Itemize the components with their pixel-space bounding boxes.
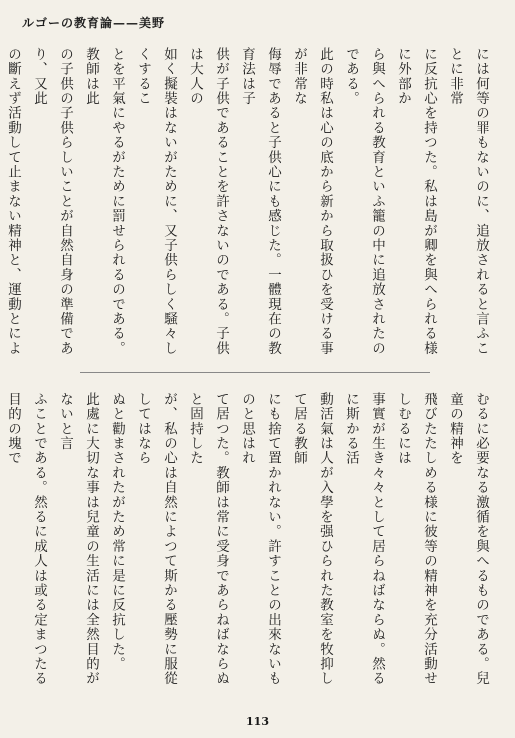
text-column: に反抗心を持つた。私は島が卿を與へられる様に外部か [395, 47, 437, 356]
text-column: ら與へられる教育といふ籠の中に追放されたのである。 [343, 47, 385, 356]
text-column: の斷えず活動して止まない精神と、運動とによ [5, 47, 21, 356]
text-column: 如く擬裝はないがために、又子供らしく騒々しくするこ [135, 47, 177, 356]
text-column: 事實が生き々々として居らねばならぬ。然るに斯かる活 [343, 392, 385, 686]
text-column: ぬと勸まされたがため常に是に反抗した。 [109, 392, 125, 672]
text-column: 侮辱であると子供心にも感じた。一體現在の教育法は子 [239, 47, 281, 356]
text-column: 供が子供であることを許さないのである。子供は大人の [187, 47, 229, 356]
lower-text-block [5, 392, 494, 697]
text-column: 動活氣は人が入學を强ひられた教室を牧抑して居る教師 [291, 392, 333, 686]
text-column: て居つた。教師は常に受身であらねばならぬと固持した [187, 392, 229, 686]
text-column: 此の時私は心の底から新から取扱ひを受ける事が非常な [291, 47, 333, 356]
text-column: 飛びたたしめる様に彼等の精神を充分活動せしむるには [395, 392, 437, 686]
text-column: とを平氣にやるがために罰せられるのである。教師は此 [83, 47, 125, 356]
text-column: には何等の罪もないのに、追放されると言ふことに非常 [447, 47, 489, 356]
text-column: むるに必要なる激循を與へるものである。兒童の精神を [447, 392, 489, 686]
text-column: にも捨て置かれない。許すことの出來ないものと思はれ [239, 392, 281, 686]
text-column: が、私の心は自然によつて斯かる壓勢に服從してはなら [135, 392, 177, 686]
section-divider [80, 372, 430, 373]
text-column: の子供の子供らしいことが自然自身の準備であり、又此 [31, 47, 73, 356]
text-column: 此處に大切な事は兒童の生活には全然目的がないと言 [57, 392, 99, 686]
running-header: ルゴーの教育論——美野 [22, 16, 166, 30]
text-column: ふことである。然るに成人は或る定まつたる目的の塊で [5, 392, 47, 686]
upper-text-block [5, 47, 494, 357]
page-number: 113 [246, 715, 269, 728]
